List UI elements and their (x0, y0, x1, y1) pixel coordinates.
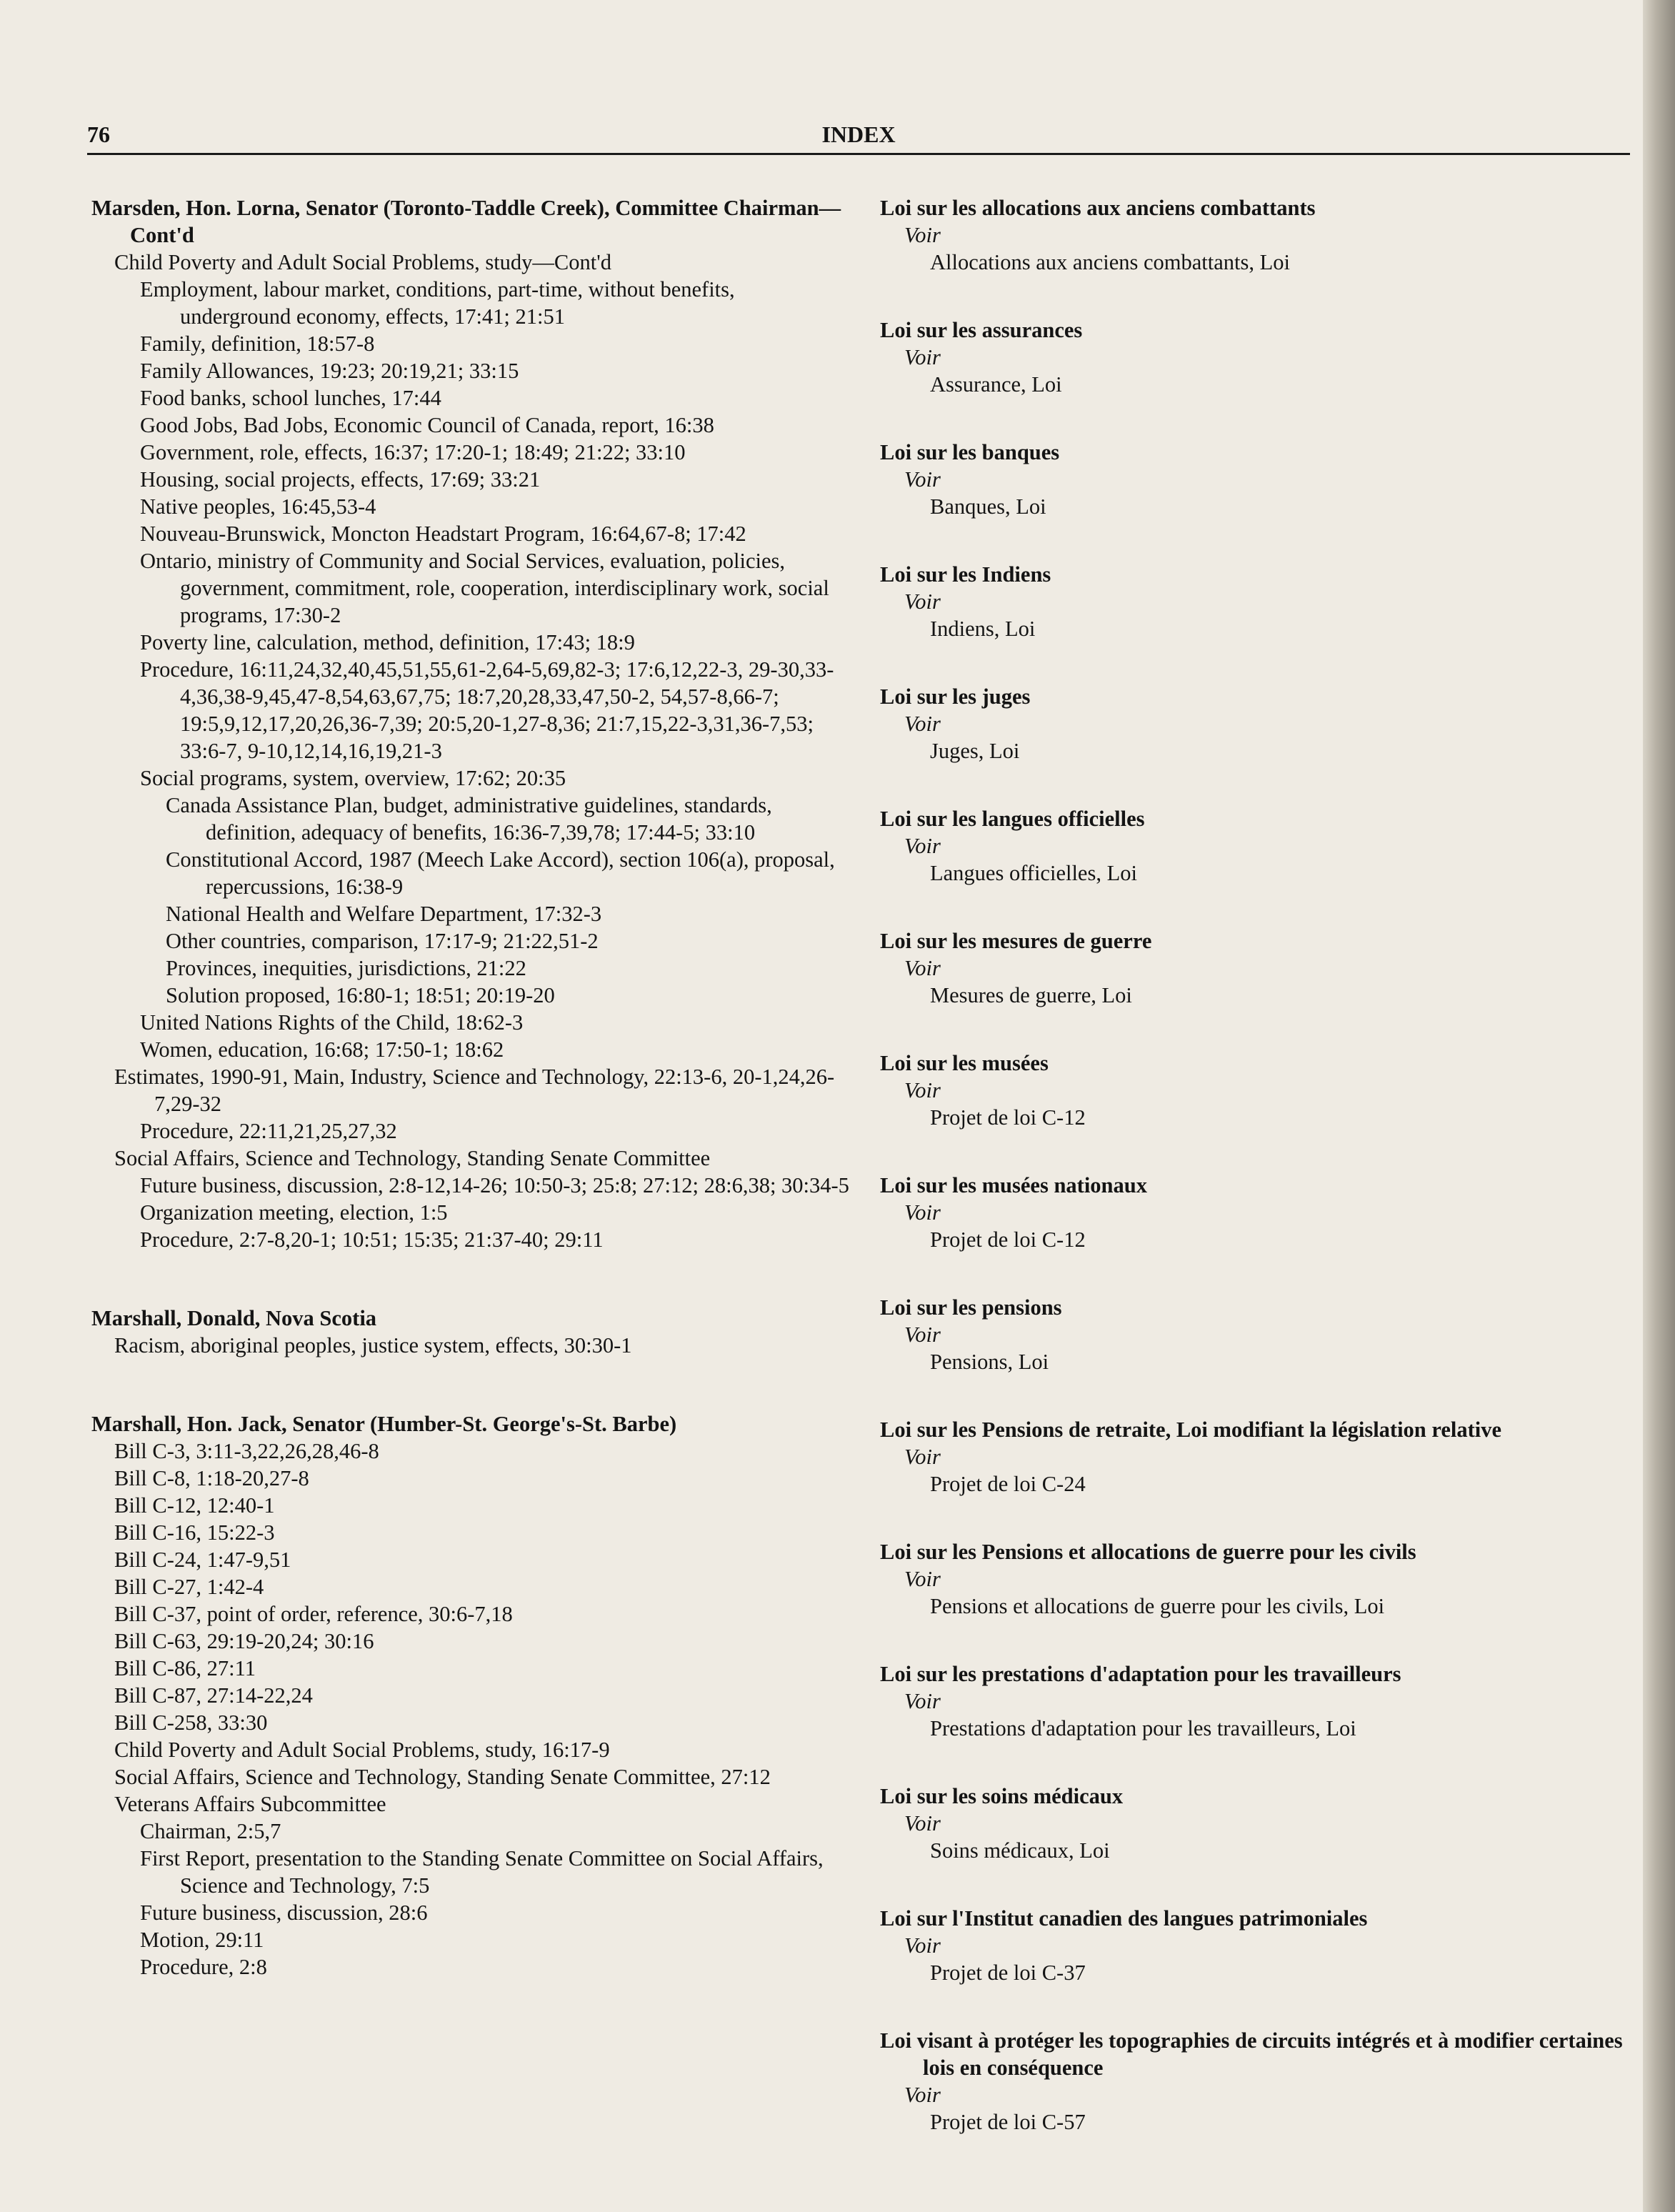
cross-reference-entry (880, 1783, 1630, 1864)
index-subentry: Bill C-8, 1:18-20,27-8 (114, 1466, 309, 1490)
index-subentry: Motion, 29:11 (140, 1928, 264, 1952)
voir-label: Voir (904, 1200, 941, 1225)
index-subentry: Social Affairs, Science and Technology, Standing Senate Committee, 27:12 (114, 1765, 771, 1789)
voir-label: Voir (904, 1078, 941, 1102)
index-subentry: United Nations Rights of the Child, 18:62-3 (140, 1010, 524, 1035)
reference-target: Projet de loi C-24 (930, 1472, 1086, 1496)
voir-label: Voir (904, 223, 941, 247)
index-subentry: Bill C-27, 1:42-4 (114, 1575, 264, 1599)
reference-target: Allocations aux anciens combattants, Loi (930, 250, 1290, 274)
index-subentry: Future business, discussion, 28:6 (140, 1900, 428, 1925)
entry-gap (91, 1359, 850, 1410)
index-heading: Loi visant à protéger les topographies de circuits intégrés et à modifier certaines lois en conséquence (880, 2028, 1623, 2080)
index-subentry: Social programs, system, overview, 17:62; 20:35 (140, 766, 566, 790)
voir-label: Voir (904, 1445, 941, 1469)
index-subentry: Bill C-63, 29:19-20,24; 30:16 (114, 1629, 374, 1653)
index-subentry: Future business, discussion, 2:8-12,14-26; 10:50-3; 25:8; 27:12; 28:6,38; 30:34-5 (140, 1173, 849, 1197)
index-subentry: Employment, labour market, conditions, part-time, without benefits, underground economy, effects, 17:41; 21:51 (140, 277, 735, 329)
index-heading: Loi sur les musées nationaux (880, 1173, 1147, 1197)
page-title: INDEX (821, 121, 896, 147)
index-subentry: Family, definition, 18:57-8 (140, 332, 375, 356)
index-subentry: First Report, presentation to the Standing Senate Committee on Social Affairs, Science and Technology, 7:5 (140, 1846, 824, 1898)
reference-target: Pensions et allocations de guerre pour les civils, Loi (930, 1594, 1385, 1618)
index-subentry: Nouveau-Brunswick, Moncton Headstart Program, 16:64,67-8; 17:42 (140, 522, 746, 546)
index-heading: Loi sur les Pensions et allocations de guerre pour les civils (880, 1540, 1416, 1564)
index-subentry: Ontario, ministry of Community and Social Services, evaluation, policies, government, commitment, role, cooperation, interdisciplinary work, social programs, 17:30-2 (140, 549, 829, 627)
index-subentry: Chairman, 2:5,7 (140, 1819, 281, 1843)
cross-reference-entry (880, 805, 1630, 887)
cross-reference-entry (880, 1172, 1630, 1253)
voir-label: Voir (904, 1933, 941, 1958)
index-heading: Loi sur les mesures de guerre (880, 929, 1152, 953)
cross-reference-entry (880, 1294, 1630, 1375)
cross-reference-entry (880, 194, 1630, 276)
index-subentry: Food banks, school lunches, 17:44 (140, 386, 441, 410)
cross-reference-entry (880, 683, 1630, 764)
index-heading: Loi sur les juges (880, 684, 1031, 709)
reference-target: Juges, Loi (930, 739, 1020, 763)
index-heading: Loi sur les Pensions de retraite, Loi modifiant la législation relative (880, 1418, 1502, 1442)
index-subentry: Housing, social projects, effects, 17:69; 33:21 (140, 467, 541, 492)
reference-target: Assurance, Loi (930, 372, 1062, 397)
voir-label: Voir (904, 956, 941, 980)
index-heading: Loi sur les pensions (880, 1295, 1062, 1320)
index-heading: Loi sur les Indiens (880, 562, 1051, 587)
index-heading: Loi sur les soins médicaux (880, 1784, 1124, 1808)
reference-target: Projet de loi C-12 (930, 1105, 1086, 1130)
voir-label: Voir (904, 1567, 941, 1591)
index-subentry: Good Jobs, Bad Jobs, Economic Council of Canada, report, 16:38 (140, 413, 714, 437)
index-subentry: Poverty line, calculation, method, definition, 17:43; 18:9 (140, 630, 635, 654)
index-subentry: Bill C-258, 33:30 (114, 1710, 268, 1735)
voir-label: Voir (904, 1322, 941, 1347)
index-heading: Loi sur les prestations d'adaptation pour les travailleurs (880, 1662, 1401, 1686)
index-subentry: Provinces, inequities, jurisdictions, 21:22 (166, 956, 526, 980)
cross-reference-entry (880, 561, 1630, 642)
index-subentry: Canada Assistance Plan, budget, administrative guidelines, standards, definition, adequacy of benefits, 16:36-7,39,78; 17:44-5; 33:10 (166, 793, 772, 845)
cross-reference-entry (880, 927, 1630, 1009)
reference-target: Pensions, Loi (930, 1350, 1049, 1374)
page-number: 76 (87, 121, 110, 147)
index-heading: Loi sur les allocations aux anciens combattants (880, 196, 1316, 220)
index-subentry: Child Poverty and Adult Social Problems, study—Cont'd (114, 250, 611, 274)
reference-target: Mesures de guerre, Loi (930, 983, 1132, 1007)
cross-reference-entry (880, 1416, 1630, 1498)
reference-target: Soins médicaux, Loi (930, 1838, 1110, 1863)
index-subentry: Racism, aboriginal peoples, justice system, effects, 30:30-1 (114, 1333, 632, 1357)
index-subentry: Procedure, 16:11,24,32,40,45,51,55,61-2,64-5,69,82-3; 17:6,12,22-3, 29-30,33-4,36,38-9,45,47-8,54,63,67,75; 18:7,20,28,33,47,50-2, 54,57-8,66-7; 19:5,9,12,17,20,26,36-7,39; 20:5,20-1,27-8,36; 21:7,15,22-3,31,36-7,53; 33:6-7, 9-10,12,14,16,19,21-3 (140, 657, 834, 763)
cross-reference-entry (880, 439, 1630, 520)
index-subentry: Estimates, 1990-91, Main, Industry, Science and Technology, 22:13-6, 20-1,24,26-7,29-32 (114, 1065, 835, 1116)
index-subentry: Procedure, 22:11,21,25,27,32 (140, 1119, 397, 1143)
cross-reference-entry (880, 2027, 1630, 2136)
index-subentry: Native peoples, 16:45,53-4 (140, 494, 376, 519)
index-subentry: Bill C-12, 12:40-1 (114, 1493, 275, 1518)
reference-target: Indiens, Loi (930, 617, 1036, 641)
voir-label: Voir (904, 345, 941, 369)
index-subentry: Bill C-86, 27:11 (114, 1656, 256, 1680)
index-subentry: Veterans Affairs Subcommittee (114, 1792, 386, 1816)
voir-label: Voir (904, 712, 941, 736)
voir-label: Voir (904, 2083, 941, 2107)
voir-label: Voir (904, 834, 941, 858)
index-heading: Marsden, Hon. Lorna, Senator (Toronto-Taddle Creek), Committee Chairman—Cont'd (91, 196, 841, 247)
reference-target: Projet de loi C-12 (930, 1227, 1086, 1252)
reference-target: Projet de loi C-37 (930, 1961, 1086, 1985)
index-subentry: Procedure, 2:7-8,20-1; 10:51; 15:35; 21:37-40; 29:11 (140, 1227, 604, 1252)
index-heading: Marshall, Hon. Jack, Senator (Humber-St. George's-St. Barbe) (91, 1412, 677, 1436)
index-subentry: Bill C-87, 27:14-22,24 (114, 1683, 313, 1708)
index-subentry: Other countries, comparison, 17:17-9; 21:22,51-2 (166, 929, 599, 953)
index-heading: Loi sur les banques (880, 440, 1060, 464)
cross-reference-entry (880, 1050, 1630, 1131)
index-subentry: Government, role, effects, 16:37; 17:20-1; 18:49; 21:22; 33:10 (140, 440, 686, 464)
reference-target: Langues officielles, Loi (930, 861, 1137, 885)
index-heading: Loi sur les assurances (880, 318, 1083, 342)
voir-label: Voir (904, 589, 941, 614)
index-subentry: Solution proposed, 16:80-1; 18:51; 20:19-20 (166, 983, 555, 1007)
index-subentry: Procedure, 2:8 (140, 1955, 267, 1979)
cross-reference-entry (880, 1905, 1630, 1986)
reference-target: Projet de loi C-57 (930, 2110, 1086, 2134)
cross-reference-entry (880, 317, 1630, 398)
right-column (880, 194, 1630, 2176)
page-header (87, 121, 1630, 155)
index-subentry: Bill C-37, point of order, reference, 30:6-7,18 (114, 1602, 513, 1626)
page-edge (1643, 0, 1675, 2212)
index-subentry: Social Affairs, Science and Technology, Standing Senate Committee (114, 1146, 711, 1170)
voir-label: Voir (904, 1811, 941, 1835)
cross-reference-entry (880, 1660, 1630, 1742)
index-subentry: National Health and Welfare Department, 17:32-3 (166, 902, 602, 926)
voir-label: Voir (904, 467, 941, 492)
reference-target: Banques, Loi (930, 494, 1046, 519)
index-subentry: Child Poverty and Adult Social Problems, study, 16:17-9 (114, 1738, 610, 1762)
cross-reference-entry (880, 1538, 1630, 1620)
index-subentry: Bill C-24, 1:47-9,51 (114, 1548, 291, 1572)
index-subentry: Organization meeting, election, 1:5 (140, 1200, 448, 1225)
index-heading: Loi sur les langues officielles (880, 807, 1145, 831)
voir-label: Voir (904, 1689, 941, 1713)
index-heading: Marshall, Donald, Nova Scotia (91, 1306, 377, 1330)
reference-target: Prestations d'adaptation pour les travailleurs, Loi (930, 1716, 1356, 1740)
index-heading: Loi sur l'Institut canadien des langues patrimoniales (880, 1906, 1368, 1930)
index-subentry: Bill C-3, 3:11-3,22,26,28,46-8 (114, 1439, 379, 1463)
index-subentry: Family Allowances, 19:23; 20:19,21; 33:15 (140, 359, 519, 383)
index-subentry: Constitutional Accord, 1987 (Meech Lake Accord), section 106(a), proposal, repercussions, 16:38-9 (166, 847, 835, 899)
index-heading: Loi sur les musées (880, 1051, 1049, 1075)
index-subentry: Women, education, 16:68; 17:50-1; 18:62 (140, 1037, 504, 1062)
entry-gap (91, 1253, 850, 1305)
index-subentry: Bill C-16, 15:22-3 (114, 1520, 275, 1545)
left-column (91, 194, 850, 1981)
